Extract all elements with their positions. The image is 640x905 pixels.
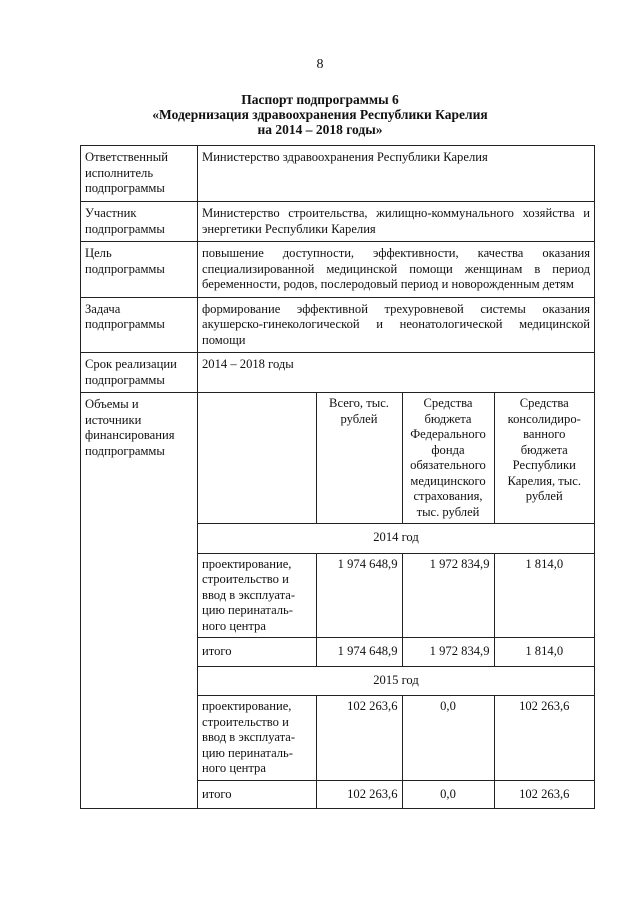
item-name: итого	[198, 780, 316, 808]
title-line-3: на 2014 – 2018 годы»	[257, 122, 383, 137]
row-funding	[81, 393, 595, 809]
label-responsible: Ответственный исполнитель подпрограммы	[81, 146, 198, 202]
item-total: 1 974 648,9	[316, 638, 402, 667]
title-line-1: Паспорт подпрограммы 6	[241, 92, 399, 107]
value-goal: повышение доступности, эффективности, качества оказания специализированной медицинской помощи женщинам в период беременности, родов, послеродовый период и новорожденным детям	[198, 242, 595, 298]
passport-table	[80, 145, 595, 809]
label-funding: Объемы и источники финансирования подпрограммы	[81, 393, 198, 809]
table-row	[198, 638, 594, 667]
item-name: проектирование, строительство и ввод в эксплуата-цию перинаталь-ного центра	[198, 553, 316, 638]
item-federal: 1 972 834,9	[402, 553, 494, 638]
funding-cell	[198, 393, 595, 809]
value-responsible: Министерство здравоохранения Республики Карелия	[198, 146, 595, 202]
item-federal: 0,0	[402, 696, 494, 781]
header-federal: Средства бюджета Федерального фонда обязательного медицинского страхования, тыс. рублей	[402, 393, 494, 524]
row-period	[81, 353, 595, 393]
value-period: 2014 – 2018 годы	[198, 353, 595, 393]
year-label-2015: 2015 год	[198, 666, 594, 696]
label-period: Срок реализации подпрограммы	[81, 353, 198, 393]
funding-header-row	[198, 393, 594, 524]
row-goal	[81, 242, 595, 298]
header-regional: Средства консолидиро-ванного бюджета Республики Карелия, тыс. рублей	[494, 393, 594, 524]
value-task: формирование эффективной трехуровневой системы оказания акушерско-гинекологической и неонатологической медицинской помощи	[198, 297, 595, 353]
table-row	[198, 553, 594, 638]
item-total: 102 263,6	[316, 780, 402, 808]
title-line-2: «Модернизация здравоохранения Республики Карелия	[152, 107, 488, 122]
label-participant: Участник подпрограммы	[81, 202, 198, 242]
page-number: 8	[316, 57, 324, 72]
item-federal: 1 972 834,9	[402, 638, 494, 667]
header-total: Всего, тыс. рублей	[316, 393, 402, 524]
funding-table	[198, 393, 594, 808]
item-name: проектирование, строительство и ввод в эксплуата-цию перинаталь-ного центра	[198, 696, 316, 781]
row-responsible	[81, 146, 595, 202]
item-total: 1 974 648,9	[316, 553, 402, 638]
year-label-2014: 2014 год	[198, 524, 594, 554]
item-total: 102 263,6	[316, 696, 402, 781]
item-federal: 0,0	[402, 780, 494, 808]
item-regional: 1 814,0	[494, 638, 594, 667]
row-task	[81, 297, 595, 353]
row-participant	[81, 202, 595, 242]
header-blank	[198, 393, 316, 524]
item-regional: 1 814,0	[494, 553, 594, 638]
year-row-2015	[198, 666, 594, 696]
label-goal: Цель подпрограммы	[81, 242, 198, 298]
table-row	[198, 780, 594, 808]
year-row-2014	[198, 524, 594, 554]
item-regional: 102 263,6	[494, 696, 594, 781]
table-row	[198, 696, 594, 781]
item-regional: 102 263,6	[494, 780, 594, 808]
value-participant: Министерство строительства, жилищно-коммунального хозяйства и энергетики Республики Карелия	[198, 202, 595, 242]
item-name: итого	[198, 638, 316, 667]
label-task: Задача подпрограммы	[81, 297, 198, 353]
page-title	[0, 92, 640, 137]
